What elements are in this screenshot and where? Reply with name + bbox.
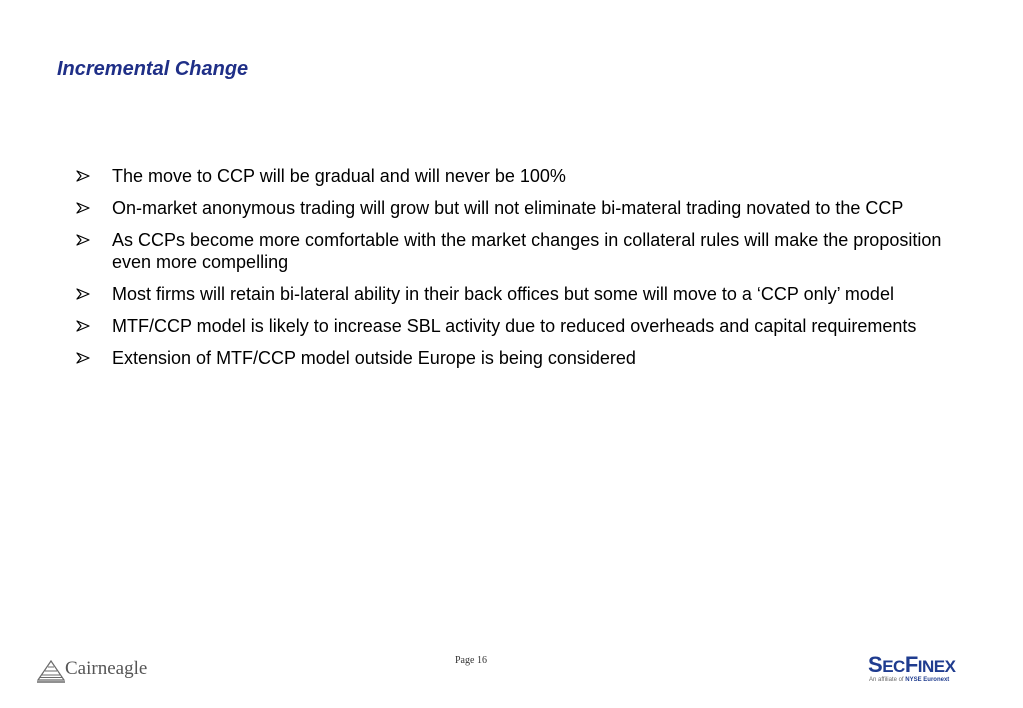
arrow-bullet-icon <box>76 288 90 300</box>
logo-ec: EC <box>882 657 905 676</box>
secfinex-tagline <box>869 677 949 683</box>
logo-f: F <box>904 652 918 677</box>
bullet-text: The move to CCP will be gradual and will never be 100% <box>112 166 566 186</box>
bullet-text: On-market anonymous trading will grow but will not eliminate bi-materal trading novated to the CCP <box>112 198 904 218</box>
cairneagle-logo <box>36 654 156 686</box>
arrow-bullet-icon <box>76 320 90 332</box>
arrow-bullet-icon <box>76 202 90 214</box>
arrow-bullet-icon <box>76 234 90 246</box>
tagline-brand: NYSE Euronext <box>905 677 950 683</box>
bullet-item <box>76 229 946 273</box>
bullet-list <box>76 165 946 379</box>
bullet-item <box>76 165 946 187</box>
secfinex-logo <box>866 652 958 688</box>
slide-title: Incremental Change <box>57 58 249 80</box>
logo-inex: INEX <box>917 657 956 676</box>
bullet-item <box>76 283 946 305</box>
bullet-text: Most firms will retain bi-lateral ability in their back offices but some will move to a ‘CCP only’ model <box>112 284 894 304</box>
bullet-text: As CCPs become more comfortable with the market changes in collateral rules will make the proposition even more compelling <box>112 230 942 272</box>
bullet-text: MTF/CCP model is likely to increase SBL activity due to reduced overheads and capital requirements <box>112 316 917 336</box>
mountain-logo-icon <box>36 656 66 686</box>
cairneagle-wordmark: Cairneagle <box>65 658 148 679</box>
arrow-bullet-icon <box>76 170 90 182</box>
bullet-item <box>76 197 946 219</box>
bullet-item <box>76 347 946 369</box>
logo-s: S <box>868 652 883 677</box>
secfinex-wordmark <box>868 652 955 678</box>
bullet-item <box>76 315 946 337</box>
bullet-text: Extension of MTF/CCP model outside Europe is being considered <box>112 348 636 368</box>
page-number: Page 16 <box>455 655 487 666</box>
tagline-prefix: An affiliate of <box>869 677 904 683</box>
arrow-bullet-icon <box>76 352 90 364</box>
